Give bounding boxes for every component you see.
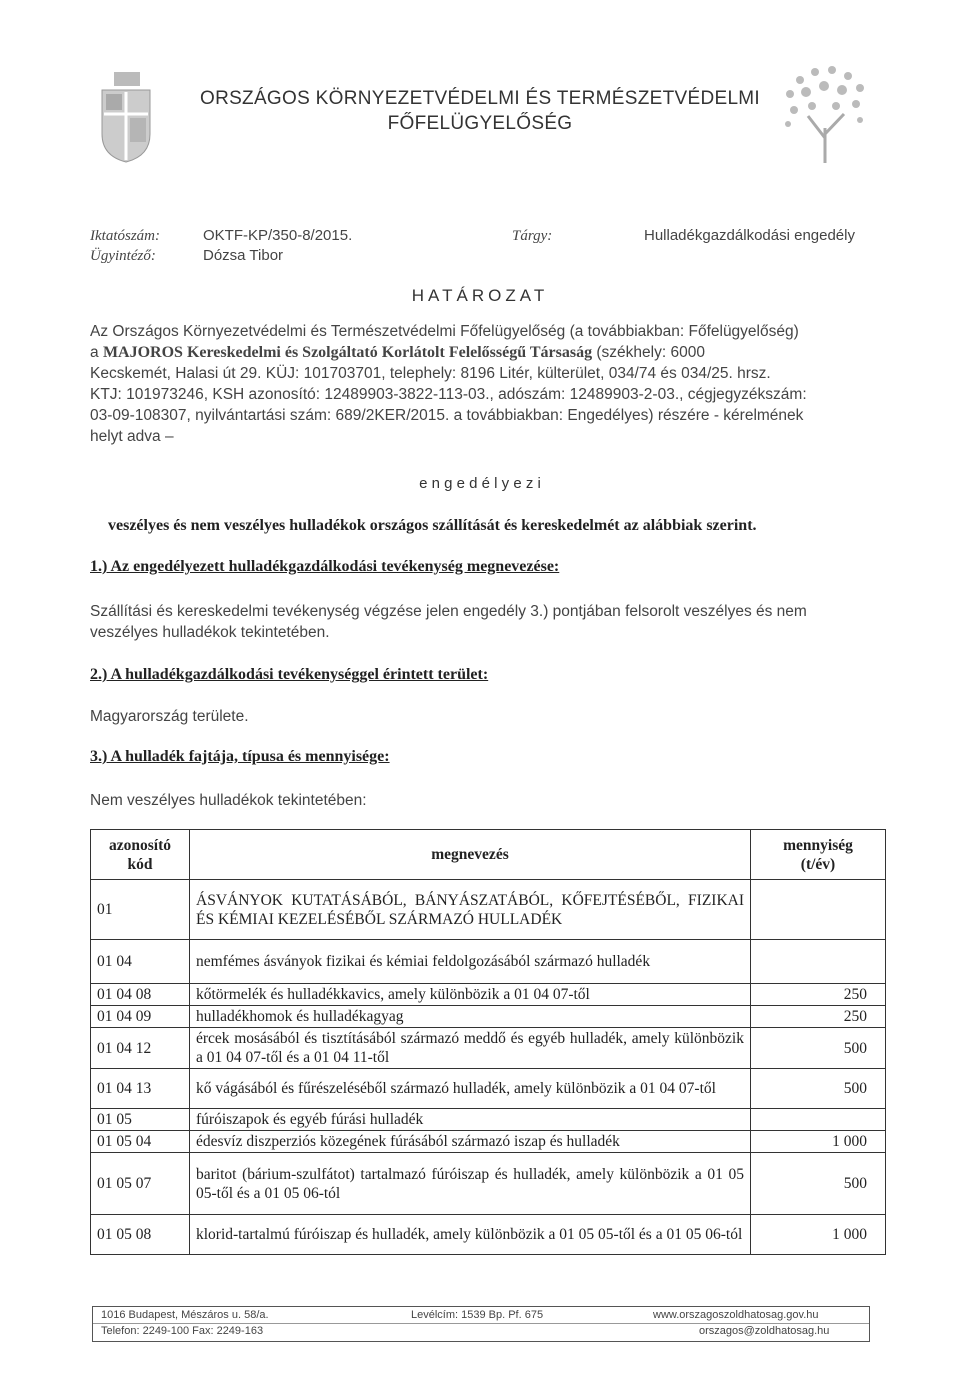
header-qty-line: mennyiség xyxy=(783,836,853,854)
ugyintezo-row xyxy=(90,247,156,265)
header-code xyxy=(91,830,190,880)
header-code-line: kód xyxy=(127,855,153,873)
tree-logo xyxy=(770,58,880,168)
intro-prefix: a xyxy=(90,344,99,361)
intro-line xyxy=(90,342,870,363)
row-qty xyxy=(751,880,886,940)
section-1-text xyxy=(90,601,870,643)
row-name: baritot (bárium-szulfátot) tartalmazó fúróiszap és hulladék, amely különbözik a 01 05 05-től és a 01 05 06-tól xyxy=(190,1153,751,1215)
row-qty xyxy=(751,940,886,984)
row-qty: 250 xyxy=(751,1006,886,1028)
row-qty: 1 000 xyxy=(751,1215,886,1255)
section-3-subtitle: Nem veszélyes hulladékok tekintetében: xyxy=(90,792,367,809)
intro-line: helyt adva – xyxy=(90,428,174,445)
row-qty: 500 xyxy=(751,1069,886,1109)
row-code: 01 05 xyxy=(91,1109,190,1131)
row-name: nemfémes ásványok fizikai és kémiai feldolgozásából származó hulladék xyxy=(190,940,751,984)
section-2-title: 2.) A hulladékgazdálkodási tevékenységgel érintett terület: xyxy=(90,666,489,683)
intro-seat: (székhely: 6000 xyxy=(596,344,705,361)
table-row xyxy=(91,1069,886,1109)
row-code: 01 05 04 xyxy=(91,1131,190,1153)
table-row xyxy=(91,1028,886,1069)
row-qty xyxy=(751,1109,886,1131)
iktatoszam-value: OKTF-KP/350-8/2015. xyxy=(203,227,353,244)
row-code: 01 xyxy=(91,880,190,940)
footer-box xyxy=(92,1306,870,1342)
header-name: megnevezés xyxy=(190,830,751,880)
section-3-title: 3.) A hulladék fajtája, típusa és mennyisége: xyxy=(90,748,390,765)
row-code: 01 04 12 xyxy=(91,1028,190,1069)
row-code: 01 05 07 xyxy=(91,1153,190,1215)
intro-line: KTJ: 101973246, KSH azonosító: 12489903-3822-113-03., adószám: 12489903-2-03., cégjegyzékszám: xyxy=(90,386,807,403)
section-1-line: Szállítási és kereskedelmi tevékenység végzése jelen engedély 3.) pontjában felsorolt veszélyes és nem xyxy=(90,603,807,620)
header-qty xyxy=(751,830,886,880)
iktatoszam-row xyxy=(90,227,160,245)
document-title: HATÁROZAT xyxy=(411,286,549,305)
company-name: MAJOROS Kereskedelmi és Szolgáltató Korlátolt Felelősségű Társaság xyxy=(102,344,593,361)
intro-paragraph xyxy=(90,321,870,447)
row-qty: 500 xyxy=(751,1153,886,1215)
authority-title-line2: FŐFELÜGYELŐSÉG xyxy=(387,113,573,134)
table-row xyxy=(91,1131,886,1153)
row-code: 01 04 09 xyxy=(91,1006,190,1028)
row-name: hulladékhomok és hulladékagyag xyxy=(190,1006,751,1028)
targy-label: Tárgy: xyxy=(512,228,553,244)
footer-address: 1016 Budapest, Mészáros u. 58/a. xyxy=(101,1309,269,1321)
row-code: 01 04 08 xyxy=(91,984,190,1006)
targy-value: Hulladékgazdálkodási engedély xyxy=(644,227,855,244)
table-row xyxy=(91,1006,886,1028)
authority-title xyxy=(190,86,770,136)
table-row xyxy=(91,1153,886,1215)
iktatoszam-label: Iktatószám: xyxy=(90,228,160,244)
section-1-title: 1.) Az engedélyezett hulladékgazdálkodási tevékenység megnevezése: xyxy=(90,558,560,575)
row-name: ércek mosásából és tisztításából származó meddő és egyéb hulladék, amely különbözik a 01 04 07-től és a 01 04 11-től xyxy=(190,1028,751,1069)
section-1-line: veszélyes hulladékok tekintetében. xyxy=(90,624,330,641)
table-row xyxy=(91,940,886,984)
table-row xyxy=(91,1109,886,1131)
row-code: 01 05 08 xyxy=(91,1215,190,1255)
row-code: 01 04 xyxy=(91,940,190,984)
intro-line: Az Országos Környezetvédelmi és Természetvédelmi Főfelügyelőség (a továbbiakban: Főfelügyelőség) xyxy=(90,323,799,340)
row-qty: 500 xyxy=(751,1028,886,1069)
authority-title-line1: ORSZÁGOS KÖRNYEZETVÉDELMI ÉS TERMÉSZETVÉDELMI xyxy=(199,88,761,109)
decision-statement: veszélyes és nem veszélyes hulladékok országos szállítását és kereskedelmét az alábbiak szerint. xyxy=(108,517,757,534)
section-2-text: Magyarország területe. xyxy=(90,708,249,725)
table-row xyxy=(91,880,886,940)
table-header-row xyxy=(91,830,886,880)
engedelyezi-heading: e n g e d é l y e z i xyxy=(419,475,541,492)
row-name: édesvíz diszperziós közegének fúrásából származó iszap és hulladék xyxy=(190,1131,751,1153)
row-qty: 250 xyxy=(751,984,886,1006)
footer-phone: Telefon: 2249-100 Fax: 2249-163 xyxy=(101,1325,264,1337)
row-name: ÁSVÁNYOK KUTATÁSÁBÓL, BÁNYÁSZATÁBÓL, KŐFEJTÉSÉBŐL, FIZIKAI ÉS KÉMIAI KEZELÉSÉBŐL SZÁRMAZÓ HULLADÉK xyxy=(190,880,751,940)
row-qty: 1 000 xyxy=(751,1131,886,1153)
table-row xyxy=(91,984,886,1006)
table-row xyxy=(91,1215,886,1255)
header-qty-line: (t/év) xyxy=(800,855,836,873)
footer-email[interactable]: orszagos@zoldhatosag.hu xyxy=(699,1325,830,1337)
header-code-line: azonosító xyxy=(109,836,171,854)
ugyintezo-label: Ügyintéző: xyxy=(90,248,156,264)
waste-table xyxy=(90,829,886,1255)
ugyintezo-value: Dózsa Tibor xyxy=(203,247,284,264)
row-name: klorid-tartalmú fúróiszap és hulladék, amely különbözik a 01 05 05-től és a 01 05 06-tól xyxy=(190,1215,751,1255)
intro-line: Kecskemét, Halasi út 29. KÜJ: 101703701, telephely: 8196 Litér, külterület, 034/74 és 034/25. hrsz. xyxy=(90,365,771,382)
footer-mail: Levélcím: 1539 Bp. Pf. 675 xyxy=(411,1309,544,1321)
coat-of-arms-logo xyxy=(96,64,156,164)
intro-line: 03-09-108307, nyilvántartási szám: 689/2KER/2015. a továbbiakban: Engedélyes) részére - kérelmének xyxy=(90,407,804,424)
row-name: kő vágásából és fűrészeléséből származó hulladék, amely különbözik a 01 04 07-től xyxy=(190,1069,751,1109)
row-code: 01 04 13 xyxy=(91,1069,190,1109)
row-name: kőtörmelék és hulladékkavics, amely különbözik a 01 04 07-től xyxy=(190,984,751,1006)
footer-web[interactable]: www.orszagoszoldhatosag.gov.hu xyxy=(653,1309,819,1321)
targy-row xyxy=(512,227,552,245)
row-name: fúróiszapok és egyéb fúrási hulladék xyxy=(190,1109,751,1131)
